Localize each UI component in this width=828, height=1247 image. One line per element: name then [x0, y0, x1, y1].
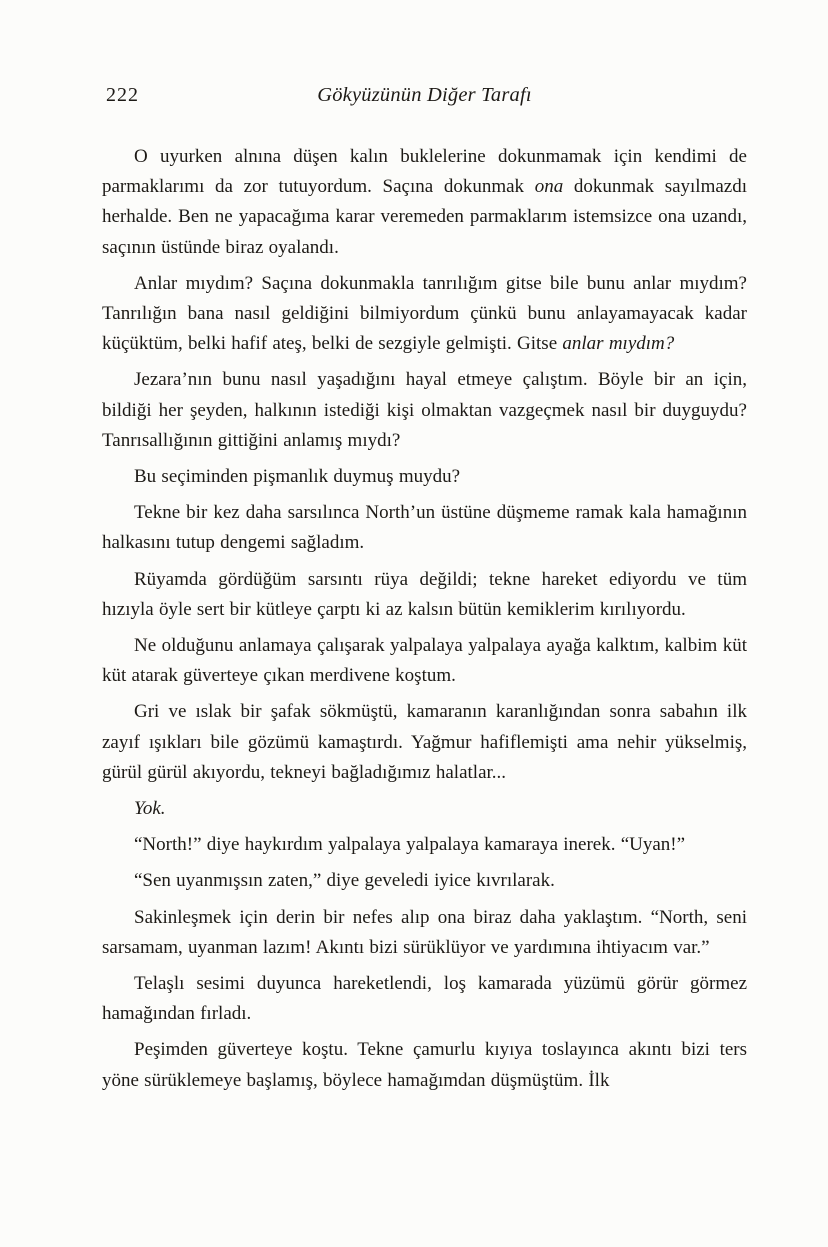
running-title: Gökyüzünün Diğer Tarafı — [317, 84, 532, 106]
text-run: Tekne bir kez daha sarsılınca North’un üstüne düşmeme ramak kala hamağının halkasını tutup dengemi sağladım. — [102, 502, 747, 554]
paragraph — [102, 866, 747, 896]
italic-text: ona — [534, 176, 564, 198]
text-run: “Sen uyanmışsın zaten,” diye geveledi iyice kıvrılarak. — [134, 870, 555, 892]
paragraph — [102, 565, 747, 625]
paragraph — [102, 903, 747, 963]
paragraph — [102, 1035, 747, 1095]
page-header — [102, 84, 747, 114]
body-text — [102, 142, 747, 1102]
paragraph — [102, 498, 747, 558]
text-run: Jezara’nın bunu nasıl yaşadığını hayal etmeye çalıştım. Böyle bir an için, bildiği her şeyden, halkının istediği kişi olmaktan vazgeçmek nasıl bir duyguydu? Tanrısallığının gittiğini anlamış mıydı? — [102, 369, 747, 451]
paragraph — [102, 969, 747, 1029]
paragraph — [102, 830, 747, 860]
paragraph — [102, 142, 747, 263]
paragraph — [102, 794, 747, 824]
paragraph — [102, 631, 747, 691]
italic-text: Yok. — [134, 798, 166, 820]
text-run: dokunmak sayılmazdı herhalde. Ben ne yapacağıma karar veremeden parmaklarım istemsizce ona uzandı, saçının üstünde biraz oyalandı. — [102, 176, 747, 258]
paragraph — [102, 462, 747, 492]
text-run: O uyurken alnına düşen kalın buklelerine dokunmamak için kendimi de parmaklarımı da zor tutuyordum. Saçına dokunmak — [102, 146, 747, 198]
text-run: Anlar mıydım? Saçına dokunmakla tanrılığım gitse bile bunu anlar mıydım? Tanrılığın bana nasıl geldiğini bilmiyordum çünkü bunu anlayamayacak kadar küçüktüm, belki hafif ateş, belki de sezgiyle gelmişti. Gitse — [102, 272, 747, 355]
text-run: Rüyamda gördüğüm sarsıntı rüya değildi; tekne hareket ediyordu ve tüm hızıyla öyle sert bir kütleye çarptı ki az kalsın bütün kemiklerim kırılıyordu. — [102, 568, 747, 620]
text-run: “North!” diye haykırdım yalpalaya yalpalaya kamaraya inerek. “Uyan!” — [134, 834, 686, 856]
page-number: 222 — [106, 84, 139, 106]
paragraph — [102, 697, 747, 788]
paragraph — [102, 269, 747, 360]
paragraph — [102, 365, 747, 456]
text-run: Ne olduğunu anlamaya çalışarak yalpalaya yalpalaya ayağa kalktım, kalbim küt küt atarak güverteye çıkan merdivene koştum. — [102, 635, 747, 687]
text-run: Gri ve ıslak bir şafak sökmüştü, kamaranın karanlığından sonra sabahın ilk zayıf ışıkları bile gözümü kamaştırdı. Yağmur hafiflemişti ama nehir yükselmiş, gürül gürül akıyordu, tekneyi bağladığımız halatlar... — [102, 701, 747, 783]
text-run: Peşimden güverteye koştu. Tekne çamurlu kıyıya toslayınca akıntı bizi ters yöne sürüklemeye başlamış, böylece hamağımdan düşmüştüm. İlk — [102, 1039, 747, 1091]
italic-text: anlar mıydım? — [562, 333, 675, 355]
text-run: Bu seçiminden pişmanlık duymuş muydu? — [134, 466, 461, 488]
text-run: Sakinleşmek için derin bir nefes alıp ona biraz daha yaklaştım. “North, seni sarsamam, uyanman lazım! Akıntı bizi sürüklüyor ve yardımına ihtiyacım var.” — [102, 906, 747, 958]
text-run: Telaşlı sesimi duyunca hareketlendi, loş kamarada yüzümü görür görmez hamağından fırladı. — [102, 973, 747, 1025]
